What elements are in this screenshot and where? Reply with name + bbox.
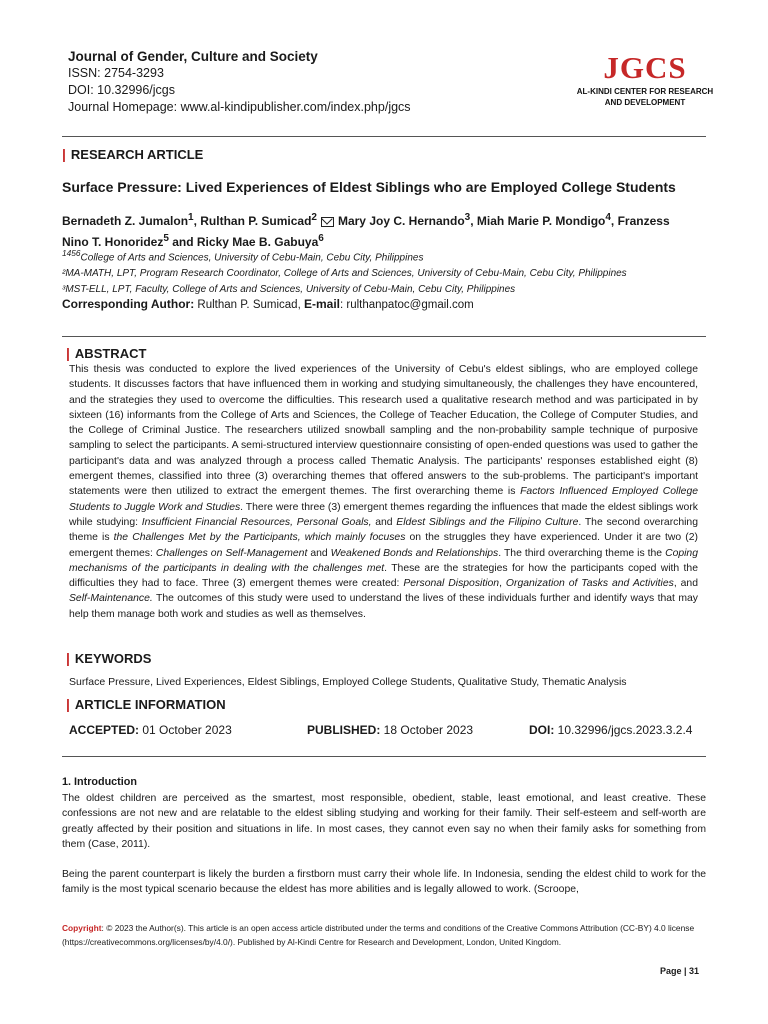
affiliation-3-text: MST-ELL, LPT, Faculty, College of Arts and Sciences, University of Cebu-Main, Cebu City, Philippines <box>65 284 516 296</box>
article-type-label: RESEARCH ARTICLE <box>70 146 204 162</box>
author-4: , Miah Marie P. Mondigo <box>470 214 606 228</box>
affiliation-1-sup: 1456 <box>62 248 81 258</box>
journal-header <box>68 48 411 116</box>
author-5-part: , Franzess <box>610 214 670 228</box>
journal-homepage: Journal Homepage: www.al-kindipublisher.com/index.php/jgcs <box>68 100 411 114</box>
affiliation-1-text: College of Arts and Sciences, University of Cebu-Main, Cebu City, Philippines <box>80 252 424 264</box>
article-title: Surface Pressure: Lived Experiences of Eldest Siblings who are Employed College Students <box>62 179 676 195</box>
logo-sub-line1: AL-KINDI CENTER FOR RESEARCH <box>576 87 714 96</box>
published-date <box>307 723 473 737</box>
affiliation-1 <box>62 245 722 266</box>
intro-paragraph-2: Being the parent counterpart is likely the burden a firstborn must carry their whole life. In Indonesia, sending the eldest child to work for the family is the most typical scenario because the eldest has more abilities and is legally allowed to work. (Scroope, <box>62 869 706 896</box>
email-label: E-mail <box>303 297 340 311</box>
article-type-heading: | RESEARCH ARTICLE <box>62 146 204 162</box>
affiliation-3-sup: ³ <box>62 284 66 296</box>
journal-issn: ISSN: 2754-3293 <box>68 66 164 80</box>
copyright-text: : © 2023 the Author(s). This article is an open access article distributed under the terms and conditions of the Creative Commons Attribution (CC-BY) 4.0 license (https://creativecommons.org/licenses/by/4.0/). Published by Al-Kindi Centre for Research and Development, London, United Kingdom. <box>62 923 695 947</box>
article-doi <box>529 723 692 737</box>
accepted-value: 01 October 2023 <box>139 723 232 737</box>
author-5-sup: 5 <box>163 233 169 244</box>
author-1: Bernadeth Z. Jumalon <box>62 214 189 228</box>
accepted-label: ACCEPTED: <box>69 723 140 737</box>
affiliation-2-sup: ² <box>62 268 66 280</box>
author-2-sup: 2 <box>311 212 317 223</box>
journal-name: Journal of Gender, Culture and Society <box>68 49 318 64</box>
author-1-sup: 1 <box>188 212 194 223</box>
author-3: Mary Joy C. Hernando <box>337 214 465 228</box>
keywords-heading: | KEYWORDS <box>66 650 152 666</box>
logo-sub-line2: AND DEVELOPMENT <box>604 98 686 107</box>
article-info-heading: | ARTICLE INFORMATION <box>66 696 226 712</box>
article-info-divider <box>62 756 706 757</box>
accepted-date <box>69 723 232 737</box>
affiliation-2 <box>62 266 722 282</box>
envelope-icon[interactable] <box>321 217 334 227</box>
keywords-heading-label: KEYWORDS <box>74 650 152 666</box>
author-6: and Ricky Mae B. Gabuya <box>168 235 319 249</box>
publisher-logo <box>560 50 730 108</box>
article-info-heading-label: ARTICLE INFORMATION <box>74 696 226 712</box>
author-3-sup: 3 <box>464 212 471 223</box>
abstract-body: This thesis was conducted to explore the lived experiences of the University of Cebu's eldest siblings, who are employed college students. It discusses factors that have influenced them in working and studying simultaneously, the challenges they have encountered, and the strategies they used to overcome the difficulties. This research used a qualitative research method and was participated in by sixteen (16) informants from the College of Arts and Sciences, the College of Teacher Education, the College of Computer Studies, and the College of Criminal Justice. The researchers utilized snowball sampling and the non-probability sample technique of purposive sampling to select the participants. A semi-structured interview questionnaire consisting of open-ended questions was used to gather the participant's data and was analyzed through a process called Thematic Analysis. The participants' responses established eight (8) emergent themes, classified into three (3) overarching themes that offered answers to the sub-problems. The participant's important statements were then utilized to extract the emergent themes. The first overarching theme is Factors Influenced Employed College Students to Juggle Work and Studies. There were three (3) emergent themes regarding the influences that made the eldest siblings work while studying: Insufficient Financial Resources, Personal Goals, and Eldest Siblings and the Filipino Culture. The second overarching theme is the Challenges Met by the Participants, which mainly focuses on the struggles they have experienced. Under it are two (2) emergent themes: Challenges on Self-Management and Weakened Bonds and Relationships. The third overarching theme is the Coping mechanisms of the participants in dealing with the challenges met. These are the strategies for how the participants coped with the difficulties they had to face. Three (3) emergent themes were created: Personal Disposition, Organization of Tasks and Activities, and Self-Maintenance. The outcomes of this study were used to understand the lives of these individuals further and identify ways that may help them manage both work and studies as well as themselves. <box>69 364 699 620</box>
affiliation-2-text: MA-MATH, LPT, Program Research Coordinator, College of Arts and Sciences, University of Cebu-Main, Cebu City, Philippines <box>65 268 627 280</box>
section-heading-introduction: 1. Introduction <box>62 776 137 788</box>
author-6-sup: 6 <box>318 233 324 244</box>
page-number: Page | 31 <box>660 966 700 976</box>
journal-doi: DOI: 10.32996/jcgs <box>68 83 176 97</box>
intro-paragraph-1: The oldest children are perceived as the smartest, most responsible, obedient, stable, least emotional, and least creative. These confessions are not new and are relatable to the eldest sibling studying and working for their family. Their self-esteem and self-worth are greatly affected by their position and situations in life. In most cases, they cannot even say no when their family asks for something from them (Case, 2011). <box>62 793 706 850</box>
corresponding-email[interactable]: : rulthanpatoc@gmail.com <box>339 299 474 311</box>
logo-mark: JGCS <box>603 50 687 85</box>
copyright-label: Copyright <box>62 923 102 933</box>
corresponding-label: Corresponding Author: <box>62 297 195 311</box>
published-value: 18 October 2023 <box>380 723 474 737</box>
keywords-list: Surface Pressure, Lived Experiences, Eldest Siblings, Employed College Students, Qualitative Study, Thematic Analysis <box>69 676 627 688</box>
corresponding-author <box>62 296 474 313</box>
abstract-top-divider <box>62 336 706 337</box>
author-2: , Rulthan P. Sumicad <box>193 214 312 228</box>
affiliations <box>62 245 722 298</box>
abstract-heading: | ABSTRACT <box>66 345 147 361</box>
header-divider <box>62 136 706 137</box>
copyright-notice <box>62 922 702 949</box>
author-5: Nino T. Honoridez <box>62 235 164 249</box>
doi-label: DOI: <box>529 723 555 737</box>
corresponding-name: Rulthan P. Sumicad, <box>194 299 304 311</box>
author-4-sup: 4 <box>605 212 611 223</box>
published-label: PUBLISHED: <box>307 723 381 737</box>
doi-value[interactable]: 10.32996/jgcs.2023.3.2.4 <box>554 723 693 737</box>
abstract-heading-label: ABSTRACT <box>74 345 147 361</box>
